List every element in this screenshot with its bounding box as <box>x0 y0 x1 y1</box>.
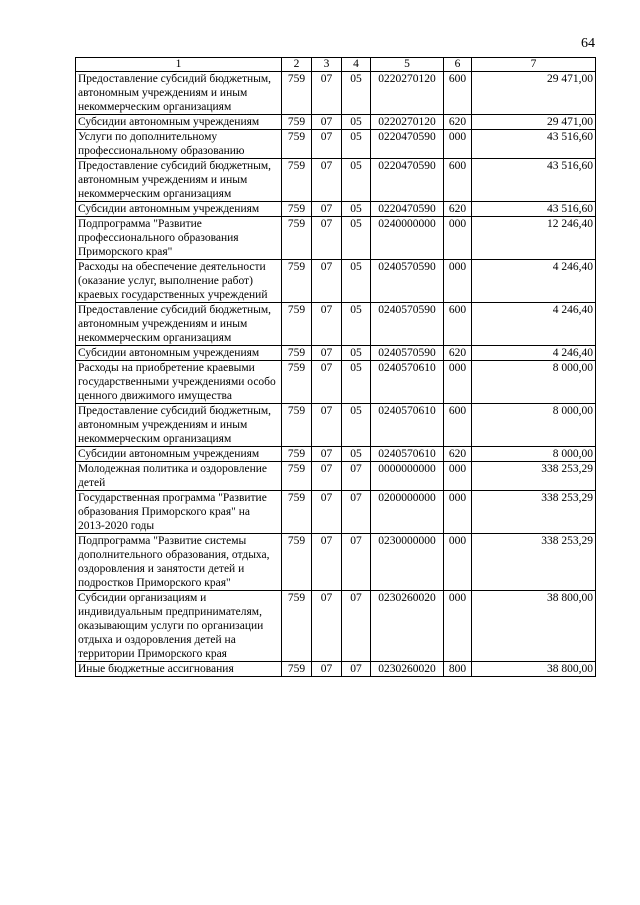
row-amount: 43 516,60 <box>472 159 596 202</box>
row-code-ministry: 759 <box>282 491 312 534</box>
column-header: 4 <box>342 58 371 72</box>
table-row <box>76 115 596 130</box>
row-name: Субсидии автономным учреждениям <box>76 202 282 217</box>
table-row <box>76 217 596 260</box>
row-code-target: 0220470590 <box>371 202 444 217</box>
row-name: Молодежная политика и оздоровление детей <box>76 462 282 491</box>
row-name: Предоставление субсидий бюджетным, автономным учреждениям и иным некоммерческим организациям <box>76 159 282 202</box>
row-code-expense-type: 000 <box>444 534 472 591</box>
row-code-subsection: 05 <box>342 303 371 346</box>
row-code-ministry: 759 <box>282 130 312 159</box>
row-code-target: 0220270120 <box>371 72 444 115</box>
row-code-expense-type: 600 <box>444 159 472 202</box>
row-code-section: 07 <box>312 462 342 491</box>
row-code-subsection: 05 <box>342 72 371 115</box>
row-name: Субсидии автономным учреждениям <box>76 346 282 361</box>
row-code-section: 07 <box>312 217 342 260</box>
row-code-ministry: 759 <box>282 159 312 202</box>
row-code-subsection: 05 <box>342 404 371 447</box>
row-code-target: 0220470590 <box>371 159 444 202</box>
row-code-subsection: 07 <box>342 662 371 677</box>
row-code-expense-type: 000 <box>444 591 472 662</box>
row-amount: 338 253,29 <box>472 534 596 591</box>
row-code-target: 0000000000 <box>371 462 444 491</box>
row-code-subsection: 05 <box>342 130 371 159</box>
row-code-section: 07 <box>312 115 342 130</box>
row-amount: 38 800,00 <box>472 662 596 677</box>
row-code-subsection: 05 <box>342 361 371 404</box>
row-code-target: 0220270120 <box>371 115 444 130</box>
row-amount: 43 516,60 <box>472 202 596 217</box>
row-name: Услуги по дополнительному профессиональному образованию <box>76 130 282 159</box>
row-code-target: 0230260020 <box>371 662 444 677</box>
row-amount: 4 246,40 <box>472 303 596 346</box>
row-amount: 43 516,60 <box>472 130 596 159</box>
column-header: 3 <box>312 58 342 72</box>
row-code-section: 07 <box>312 361 342 404</box>
table-row <box>76 72 596 115</box>
row-name: Расходы на обеспечение деятельности (оказание услуг, выполнение работ) краевых государственных учреждений <box>76 260 282 303</box>
row-amount: 12 246,40 <box>472 217 596 260</box>
table-row <box>76 462 596 491</box>
row-code-target: 0230260020 <box>371 591 444 662</box>
row-code-ministry: 759 <box>282 303 312 346</box>
row-name: Субсидии организациям и индивидуальным предпринимателям, оказывающим услуги по организации отдыха и оздоровления детей на территории Приморского края <box>76 591 282 662</box>
row-code-ministry: 759 <box>282 462 312 491</box>
table-row <box>76 159 596 202</box>
row-code-section: 07 <box>312 159 342 202</box>
row-amount: 4 246,40 <box>472 346 596 361</box>
row-code-section: 07 <box>312 404 342 447</box>
row-code-subsection: 05 <box>342 115 371 130</box>
row-name: Подпрограмма "Развитие системы дополнительного образования, отдыха, оздоровления и занятости детей и подростков Приморского края" <box>76 534 282 591</box>
row-code-subsection: 07 <box>342 462 371 491</box>
row-code-section: 07 <box>312 591 342 662</box>
row-code-ministry: 759 <box>282 447 312 462</box>
row-code-section: 07 <box>312 447 342 462</box>
row-code-expense-type: 800 <box>444 662 472 677</box>
row-amount: 8 000,00 <box>472 361 596 404</box>
row-code-target: 0240000000 <box>371 217 444 260</box>
row-code-expense-type: 620 <box>444 202 472 217</box>
row-amount: 4 246,40 <box>472 260 596 303</box>
row-code-expense-type: 600 <box>444 72 472 115</box>
row-code-expense-type: 000 <box>444 217 472 260</box>
row-name: Субсидии автономным учреждениям <box>76 447 282 462</box>
row-code-subsection: 05 <box>342 159 371 202</box>
row-code-ministry: 759 <box>282 72 312 115</box>
row-code-expense-type: 600 <box>444 303 472 346</box>
row-code-target: 0220470590 <box>371 130 444 159</box>
row-code-subsection: 07 <box>342 491 371 534</box>
row-amount: 8 000,00 <box>472 447 596 462</box>
row-code-target: 0240570590 <box>371 346 444 361</box>
row-code-ministry: 759 <box>282 591 312 662</box>
row-name: Расходы на приобретение краевыми государственными учреждениями особо ценного движимого имущества <box>76 361 282 404</box>
row-name: Предоставление субсидий бюджетным, автономным учреждениям и иным некоммерческим организациям <box>76 404 282 447</box>
row-amount: 338 253,29 <box>472 491 596 534</box>
table-row <box>76 534 596 591</box>
row-code-target: 0240570590 <box>371 260 444 303</box>
row-code-expense-type: 000 <box>444 462 472 491</box>
table-row <box>76 662 596 677</box>
row-amount: 29 471,00 <box>472 115 596 130</box>
row-code-section: 07 <box>312 534 342 591</box>
row-name: Субсидии автономным учреждениям <box>76 115 282 130</box>
row-code-ministry: 759 <box>282 404 312 447</box>
table-row <box>76 202 596 217</box>
row-code-section: 07 <box>312 303 342 346</box>
row-code-expense-type: 000 <box>444 130 472 159</box>
row-code-expense-type: 600 <box>444 404 472 447</box>
row-name: Государственная программа "Развитие образования Приморского края" на 2013-2020 годы <box>76 491 282 534</box>
row-code-subsection: 05 <box>342 202 371 217</box>
table-row <box>76 260 596 303</box>
page-number: 64 <box>581 36 595 51</box>
row-name: Предоставление субсидий бюджетным, автономным учреждениям и иным некоммерческим организациям <box>76 72 282 115</box>
table-row <box>76 591 596 662</box>
column-header: 5 <box>371 58 444 72</box>
row-code-subsection: 05 <box>342 346 371 361</box>
row-code-target: 0240570610 <box>371 404 444 447</box>
row-code-ministry: 759 <box>282 534 312 591</box>
row-code-subsection: 05 <box>342 217 371 260</box>
row-code-ministry: 759 <box>282 202 312 217</box>
table-row <box>76 303 596 346</box>
row-code-subsection: 05 <box>342 260 371 303</box>
row-code-section: 07 <box>312 202 342 217</box>
row-code-ministry: 759 <box>282 346 312 361</box>
table-row <box>76 361 596 404</box>
row-code-target: 0240570590 <box>371 303 444 346</box>
row-code-section: 07 <box>312 260 342 303</box>
row-code-section: 07 <box>312 130 342 159</box>
row-code-ministry: 759 <box>282 662 312 677</box>
row-code-subsection: 05 <box>342 447 371 462</box>
row-amount: 338 253,29 <box>472 462 596 491</box>
table-row <box>76 346 596 361</box>
column-header: 2 <box>282 58 312 72</box>
row-amount: 8 000,00 <box>472 404 596 447</box>
row-amount: 38 800,00 <box>472 591 596 662</box>
row-code-expense-type: 620 <box>444 115 472 130</box>
row-name: Иные бюджетные ассигнования <box>76 662 282 677</box>
row-amount: 29 471,00 <box>472 72 596 115</box>
row-code-target: 0230000000 <box>371 534 444 591</box>
row-code-section: 07 <box>312 491 342 534</box>
row-code-subsection: 07 <box>342 591 371 662</box>
table-row <box>76 491 596 534</box>
row-code-ministry: 759 <box>282 115 312 130</box>
table-row <box>76 130 596 159</box>
row-code-section: 07 <box>312 662 342 677</box>
row-code-expense-type: 000 <box>444 361 472 404</box>
row-code-target: 0240570610 <box>371 361 444 404</box>
row-code-expense-type: 000 <box>444 491 472 534</box>
budget-table <box>75 57 596 677</box>
table-row <box>76 404 596 447</box>
table-row <box>76 447 596 462</box>
row-name: Подпрограмма "Развитие профессионального образования Приморского края" <box>76 217 282 260</box>
column-header: 7 <box>472 58 596 72</box>
column-header: 1 <box>76 58 282 72</box>
table-header-row <box>76 58 596 72</box>
row-code-ministry: 759 <box>282 217 312 260</box>
row-code-expense-type: 620 <box>444 447 472 462</box>
row-code-expense-type: 000 <box>444 260 472 303</box>
row-code-ministry: 759 <box>282 361 312 404</box>
row-code-section: 07 <box>312 346 342 361</box>
row-code-target: 0240570610 <box>371 447 444 462</box>
row-name: Предоставление субсидий бюджетным, автономным учреждениям и иным некоммерческим организациям <box>76 303 282 346</box>
row-code-expense-type: 620 <box>444 346 472 361</box>
row-code-section: 07 <box>312 72 342 115</box>
row-code-subsection: 07 <box>342 534 371 591</box>
column-header: 6 <box>444 58 472 72</box>
row-code-target: 0200000000 <box>371 491 444 534</box>
row-code-ministry: 759 <box>282 260 312 303</box>
